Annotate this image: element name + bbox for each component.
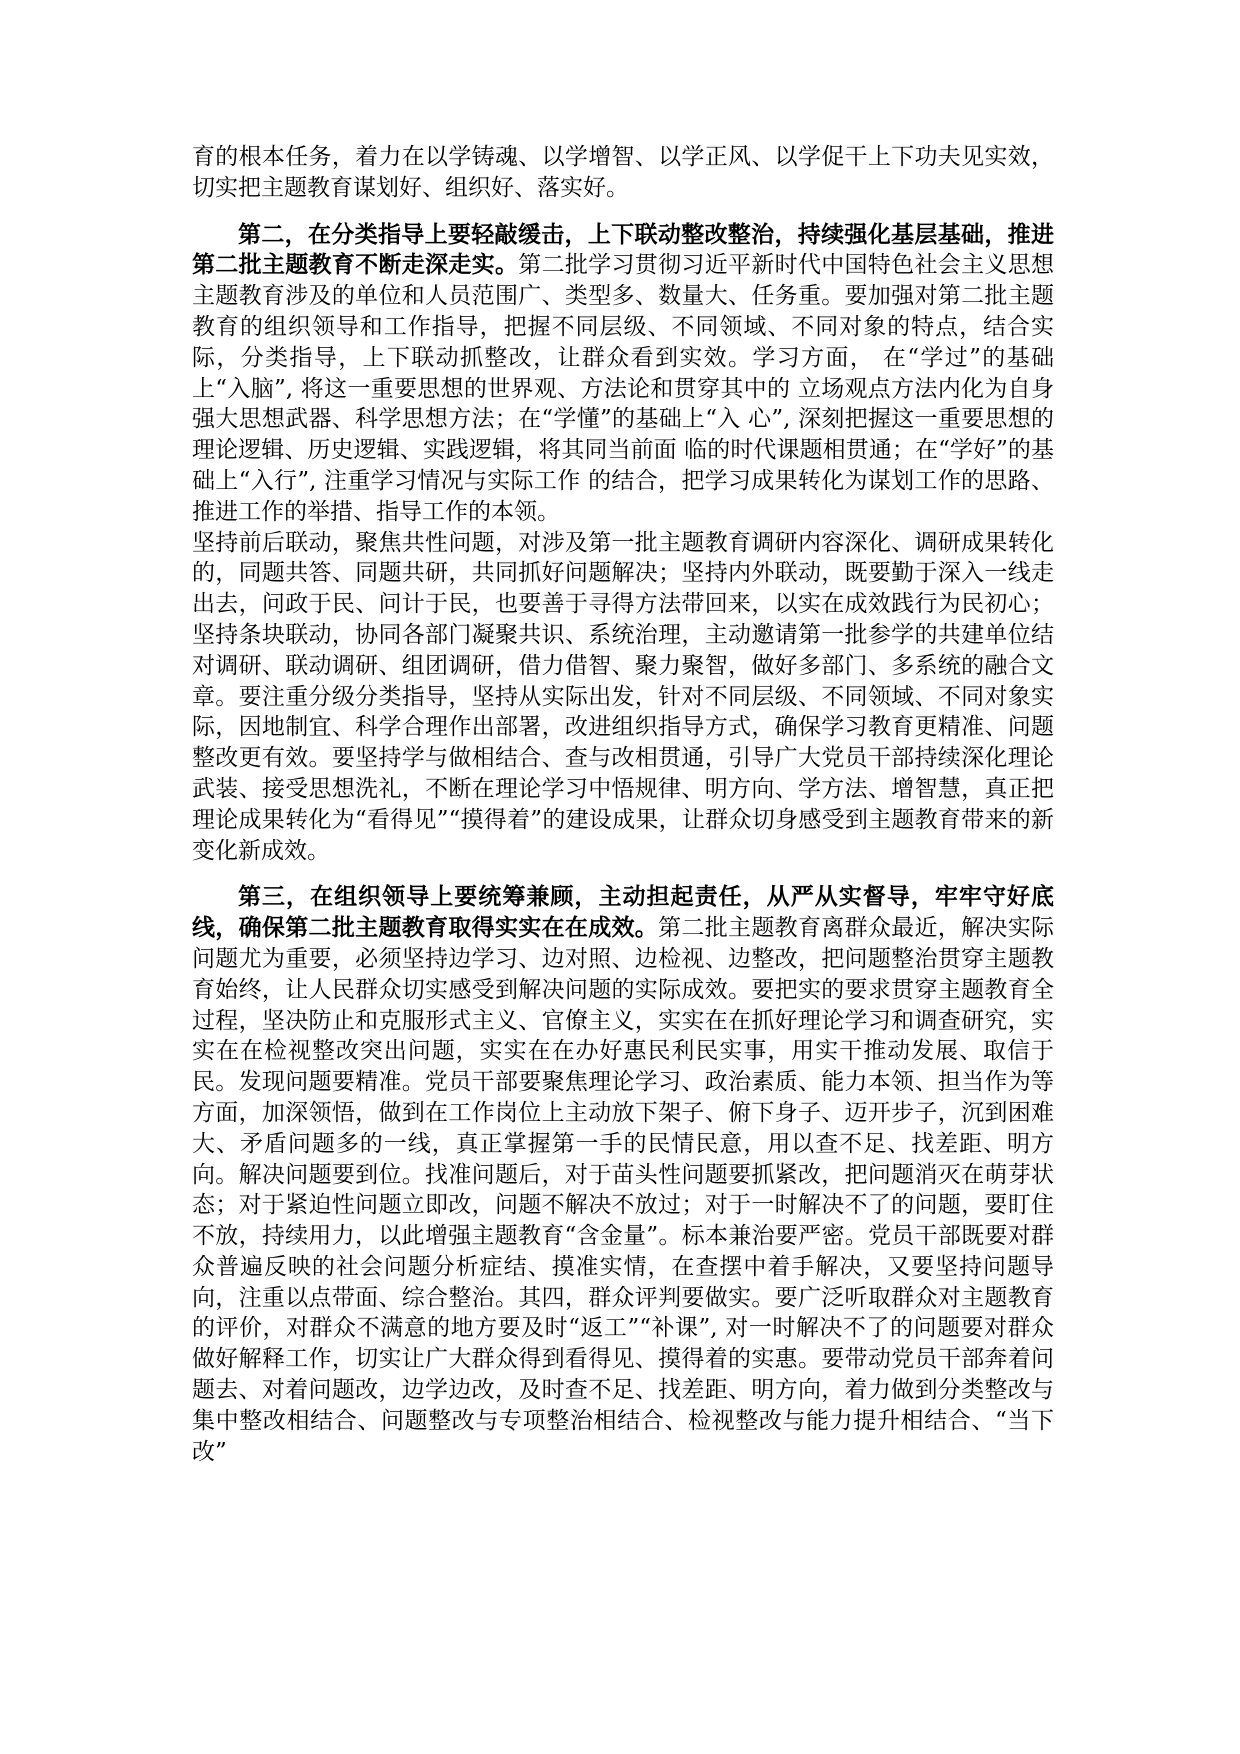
paragraph-heading-third: 第三，在组织领导上要统筹兼顾，主动担起责任，从严从实督导，牢牢守好底线，确保第二批主题教育取得实实在在成效。 (192, 883, 1054, 942)
paragraph-third-point (192, 882, 1054, 1467)
paragraph-text: 第二批主题教育离群众最近，解决实际问题尤为重要，必须坚持边学习、边对照、边检视、边整改，把问题整治贯穿主题教育始终，让人民群众切实感受到解决问题的实际成效。要把实的要求贯穿主题教育全过程，坚决防止和克服形式主义、官僚主义，实实在在抓好理论学习和调查研究，实实在在检视整改突出问题，实实在在办好惠民利民实事，用实干推动发展、取信于民。发现问题要精准。党员干部要聚焦理论学习、政治素质、能力本领、担当作为等方面，加深领悟，做到在工作岗位上主动放下架子、俯下身子、迈开步子，沉到困难大、矛盾问题多的一线，真正掌握第一手的民情民意，用以查不足、找差距、明方向。解决问题要到位。找准问题后，对于苗头性问题要抓紧改，把问题消灭在萌芽状态；对于紧迫性问题立即改，问题不解决不放过；对于一时解决不了的问题，要盯住不放，持续用力，以此增强主题教育“含金量”。标本兼治要严密。党员干部既要对群众普遍反映的社会问题分析症结、摸准实情，在查摆中着手解决，又要坚持问题导向，注重以点带面、综合整治。其四，群众评判要做实。要广泛听取群众对主题教育的评价，对群众不满意的地方要及时“返工”“补课”, 对一时解决不了的问题要对群众做好解释工作，切实让广大群众得到看得见、摸得着的实惠。要带动党员干部奔着问题去、对着问题改，边学边改，及时查不足、找差距、明方向，着力做到分类整改与集中整改相结合、问题整改与专项整治相结合、检视整改与能力提升相结合、“当下改” (192, 915, 1055, 1465)
paragraph-linkage (192, 528, 1054, 867)
paragraph-text: 坚持前后联动，聚焦共性问题，对涉及第一批主题教育调研内容深化、调研成果转化的，同题共答、同题共研，共同抓好问题解决；坚持内外联动，既要勤于深入一线走出去，问政于民、问计于民，也要善于寻得方法带回来，以实在成效践行为民初心；坚持条块联动，协同各部门凝聚共识、系统治理，主动邀请第一批参学的共建单位结对调研、联动调研、组团调研，借力借智、聚力聚智，做好多部门、多系统的融合文章。要注重分级分类指导，坚持从实际出发，针对不同层级、不同领域、不同对象实际，因地制宜、科学合理作出部署，改进组织指导方式，确保学习教育更精准、问题整改更有效。要坚持学与做相结合、查与改相贯通，引导广大党员干部持续深化理论武装、接受思想洗礼，不断在理论学习中悟规律、明方向、学方法、增智慧，真正把理论成果转化为“看得见”“摸得着”的建设成果，让群众切身感受到主题教育带来的新变化新成效。 (192, 529, 1054, 864)
paragraph-continuation (192, 142, 1054, 204)
document-page (192, 142, 1054, 1467)
paragraph-heading-second: 第二，在分类指导上要轻敲缓击，上下联动整改整治，持续强化基层基础，推进第二批主题教育不断走深走实。 (192, 220, 1054, 279)
paragraph-text: 育的根本任务，着力在以学铸魂、以学增智、以学正风、以学促干上下功夫见实效，切实把主题教育谋划好、组织好、落实好。 (192, 144, 1054, 201)
paragraph-text: 第二批学习贯彻习近平新时代中国特色社会主义思想主题教育涉及的单位和人员范围广、类型多、数量大、任务重。要加强对第二批主题教育的组织领导和工作指导，把握不同层级、不同领域、不同对象的特点，结合实际，分类指导，上下联动抓整改，让群众看到实效。学习方面， 在“学过”的基础上“入脑”, 将这一重要思想的世界观、方法论和贯穿其中的 立场观点方法内化为自身强大思想武器、科学思想方法；在“学懂”的基础上“入 心”, 深刻把握这一重要思想的理论逻辑、历史逻辑、实践逻辑，将其同当前面 临的时代课题相贯通；在“学好”的基础上“入行”, 注重学习情况与实际工作 的结合，把学习成果转化为谋划工作的思路、推进工作的举措、指导工作的本领。 (192, 252, 1055, 525)
paragraph-second-point (192, 220, 1054, 528)
